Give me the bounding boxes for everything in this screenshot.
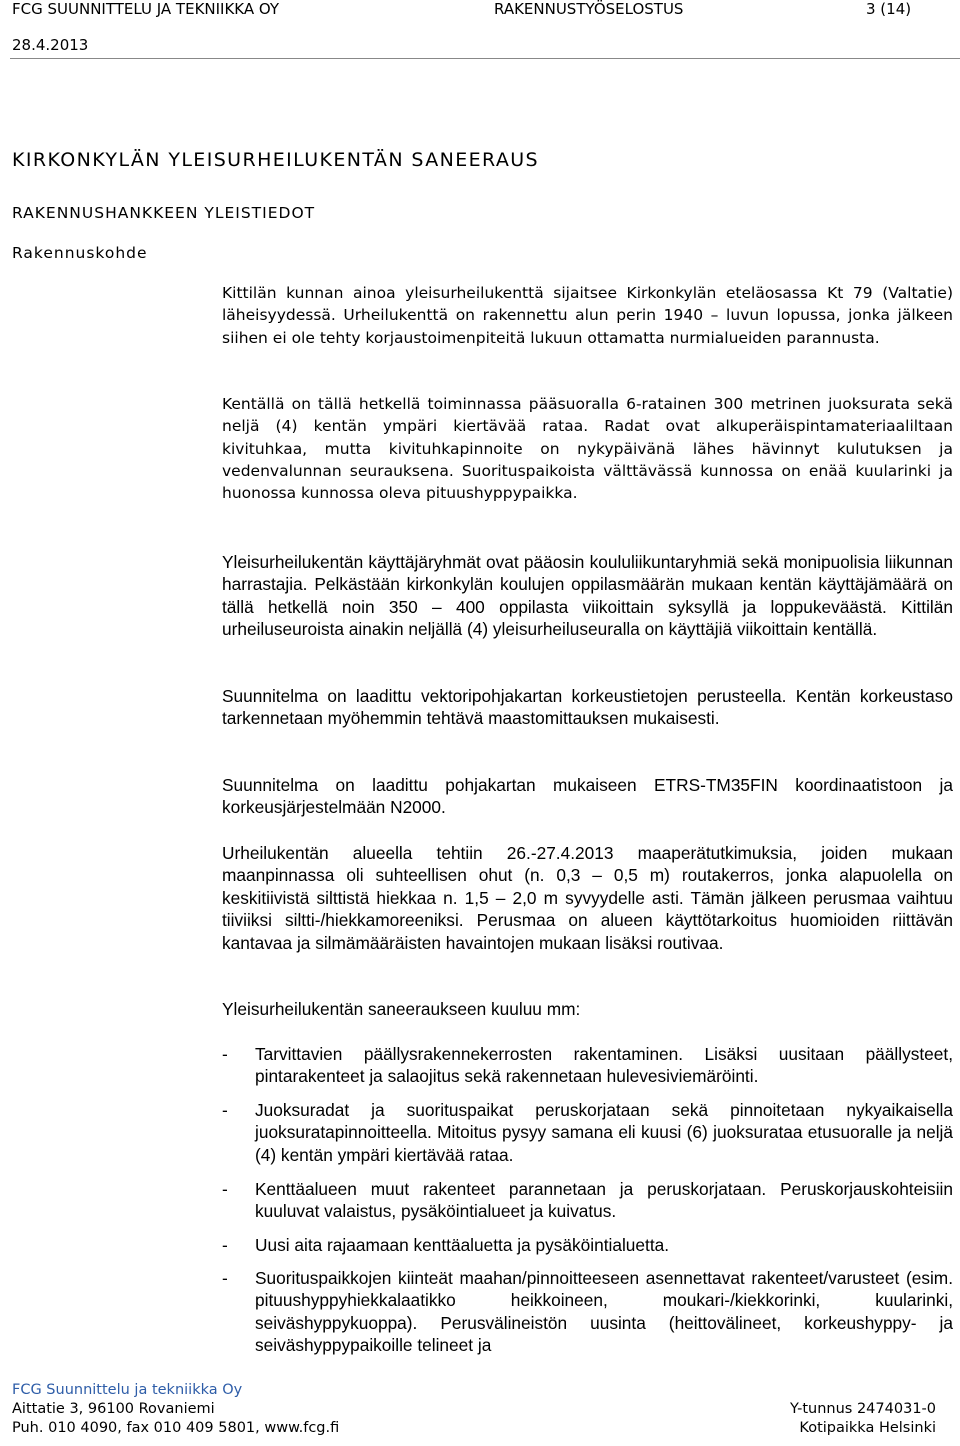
list-dash: - <box>222 1179 228 1199</box>
list-item-text: Juoksuradat ja suorituspaikat peruskorjataan sekä pinnoitetaan nykyaikaisella juoksuratapinnoitteella. Mitoitus pysyy samana eli kuusi (6) juoksurataa etusuoralle ja neljä (4) kentän ympäri kiertävää rataa. <box>255 1100 953 1165</box>
subsection-heading: Rakennuskohde <box>12 244 148 262</box>
page-header <box>0 0 960 58</box>
footer-address: Aittatie 3, 96100 Rovaniemi <box>12 1401 215 1417</box>
list-item <box>222 1234 953 1256</box>
header-divider <box>10 58 960 59</box>
list-item <box>222 1043 953 1088</box>
footer-domicile: Kotipaikka Helsinki <box>799 1420 936 1436</box>
list-item <box>222 1267 953 1357</box>
footer-company: FCG Suunnittelu ja tekniikka Oy <box>12 1382 243 1398</box>
header-page-number: 3 (14) <box>866 0 912 18</box>
list-item-text: Uusi aita rajaamaan kenttäaluetta ja pysäköintialuetta. <box>255 1235 670 1255</box>
list-item-text: Kenttäalueen muut rakenteet parannetaan ja peruskorjataan. Peruskorjauskohteisiin kuuluvat valaistus, pysäköintialueet ja kuivatus. <box>255 1179 953 1222</box>
footer-phone: Puh. 010 4090, fax 010 409 5801, www.fcg.fi <box>12 1420 340 1436</box>
list-item <box>222 1099 953 1166</box>
footer-business-id: Y-tunnus 2474031-0 <box>789 1401 936 1417</box>
paragraph: Suunnitelma on laadittu pohjakartan mukaiseen ETRS-TM35FIN koordinaatistoon ja korkeusjärjestelmään N2000. <box>222 775 953 818</box>
page-footer <box>12 1380 948 1446</box>
header-doc-type: RAKENNUSTYÖSELOSTUS <box>494 0 684 18</box>
section-heading: RAKENNUSHANKKEEN YLEISTIEDOT <box>12 204 316 222</box>
header-company: FCG SUUNNITTELU JA TEKNIIKKA OY <box>12 0 280 18</box>
list-item <box>222 1178 953 1223</box>
list-item-text: Suorituspaikkojen kiinteät maahan/pinnoitteeseen asennettavat rakenteet/varusteet (esim. pituushyppyhiekkalaatikko heikkoineen, moukari-/kiekkorinki, kuularinki, seiväshyppykuoppa). Perusvälineistön uusinta (heittovälineet, korkeushyppy- ja seiväshyppypaikoille telineet ja <box>255 1268 953 1356</box>
list-dash: - <box>222 1044 228 1064</box>
paragraph: Kentällä on tällä hetkellä toiminnassa pääsuoralla 6-ratainen 300 metrinen juoksurata sekä neljä (4) kentän ympäri kiertävää rataa. Radat ovat alkuperäispintamateriaaliltaan kivituhkaa, mutta kivituhkapinnoite on nykypäivänä lähes hävinnyt kulutuksen ja vedenvalunnan seurauksena. Suorituspaikoista välttävässä kunnossa on enää kuularinki ja huonossa kunnossa oleva pituushyppypaikka. <box>222 395 953 503</box>
list-dash: - <box>222 1268 228 1288</box>
paragraph: Urheilukentän alueella tehtiin 26.-27.4.2013 maaperätutkimuksia, joiden mukaan maanpinnassa oli suhteellisen ohut (n. 0,3 – 0,5 m) routakerros, jonka alapuolella on keskitiivistä silttistä hiekkaa n. 1,5 – 2,0 m syvyydelle asti. Tämän jälkeen perusmaa vaihtuu tiiviiksi siltti-/hiekkamoreeniksi. Perusmaa on alueen käyttötarkoitus huomioiden riittävän kantavaa ja silmämääräisten havaintojen mukaan lisäksi routivaa. <box>222 843 953 953</box>
document-title: KIRKONKYLÄN YLEISURHEILUKENTÄN SANEERAUS <box>12 149 540 171</box>
paragraph: Yleisurheilukentän saneeraukseen kuuluu mm: <box>222 999 581 1019</box>
list-dash: - <box>222 1235 228 1255</box>
list-dash: - <box>222 1100 228 1120</box>
list-item-text: Tarvittavien päällysrakennekerrosten rakentaminen. Lisäksi uusitaan päällysteet, pintarakenteet ja salaojitus sekä rakennetaan hulevesiviemäröinti. <box>255 1044 953 1087</box>
paragraph: Yleisurheilukentän käyttäjäryhmät ovat pääosin koululiikuntaryhmiä sekä monipuolisia liikunnan harrastajia. Pelkästään kirkonkylän koulujen oppilasmäärän mukaan kentän käyttäjämäärä on tällä hetkellä noin 350 – 400 oppilasta viikoittain syksyllä ja loppukeväästä. Kittilän urheiluseuroista ainakin neljällä (4) yleisurheiluseuralla on käyttäjiä viikoittain kentällä. <box>222 552 953 640</box>
paragraph: Kittilän kunnan ainoa yleisurheilukenttä sijaitsee Kirkonkylän eteläosassa Kt 79 (Valtatie) läheisyydessä. Urheilukenttä on rakennettu alun perin 1940 – luvun lopussa, jonka jälkeen siihen ei ole tehty korjaustoimenpiteitä lukuun ottamatta nurmialueiden parannusta. <box>222 284 953 347</box>
paragraph: Suunnitelma on laadittu vektoripohjakartan korkeustietojen perusteella. Kentän korkeustaso tarkennetaan myöhemmin tehtävä maastomittauksen mukaisesti. <box>222 686 953 729</box>
header-date: 28.4.2013 <box>12 36 89 54</box>
